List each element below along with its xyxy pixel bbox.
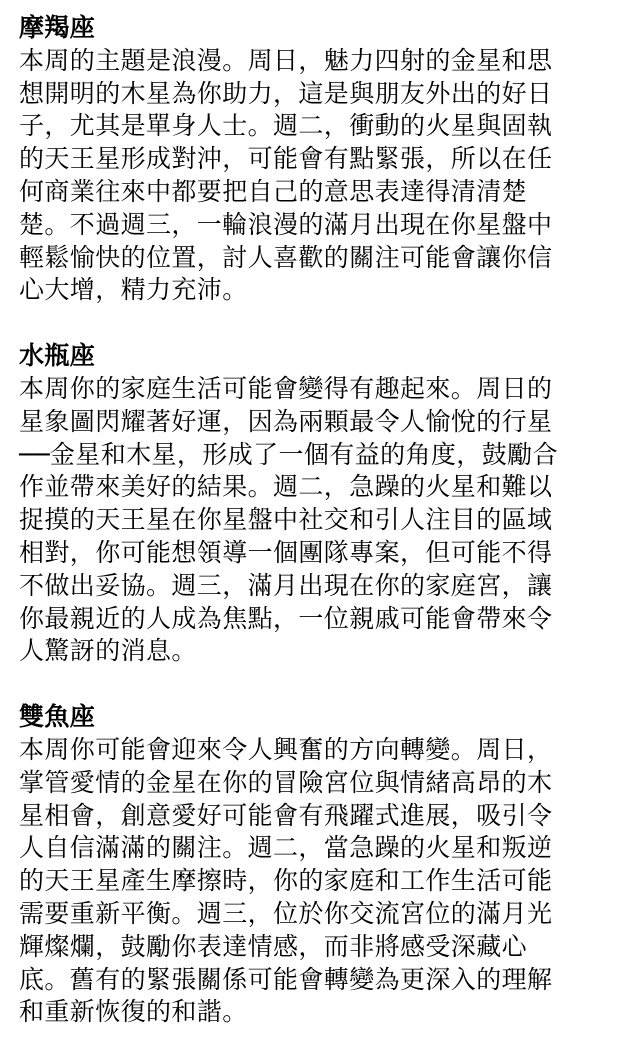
text-line: 子，尤其是單身人士。週二，衝動的火星與固執 (19, 111, 553, 141)
text-line: 想開明的木星為你助力，這是與朋友外出的好日 (19, 78, 553, 108)
text-line: 本周的主題是浪漫。周日，魅力四射的金星和思 (19, 45, 553, 75)
text-line: 捉摸的天王星在你星盤中社交和引人注目的區域 (19, 505, 553, 535)
text-line: 相對，你可能想領導一個團隊專案，但可能不得 (19, 537, 553, 567)
text-line: 作並帶來美好的結果。週二，急躁的火星和難以 (19, 472, 553, 502)
text-line: 何商業往來中都要把自己的意思表達得清清楚 (19, 176, 528, 206)
text-line: 不做出妥協。週三，滿月出現在你的家庭宮，讓 (19, 570, 553, 600)
horoscope-document (19, 12, 614, 1062)
text-line: ──金星和木星，形成了一個有益的角度，鼓勵合 (19, 439, 558, 469)
text-line: 楚。不過週三，一輪浪漫的滿月出現在你星盤中 (19, 209, 553, 239)
section-title: 水瓶座 (19, 341, 96, 371)
section-aquarius (19, 340, 614, 668)
text-line: 輝燦爛，鼓勵你表達情感，而非將感受深藏心 (19, 931, 528, 961)
text-line: 人驚訝的消息。 (19, 636, 197, 666)
text-line: 星象圖閃耀著好運，因為兩顆最令人愉悅的行星 (19, 406, 553, 436)
text-line: 需要重新平衡。週三，位於你交流宮位的滿月光 (19, 898, 553, 928)
text-line: 的天王星形成對沖，可能會有點緊張，所以在任 (19, 144, 553, 174)
text-line: 掌管愛情的金星在你的冒險宮位與情緒高昂的木 (19, 767, 553, 797)
section-title: 雙魚座 (19, 702, 96, 732)
text-line: 你最親近的人成為焦點，一位親戚可能會帶來令 (19, 603, 553, 633)
text-line: 的天王星產生摩擦時，你的家庭和工作生活可能 (19, 866, 553, 896)
text-line: 本周你可能會迎來令人興奮的方向轉變。周日， (19, 734, 553, 764)
text-line: 和重新恢復的和諧。 (19, 997, 248, 1027)
text-line: 人自信滿滿的關注。週二，當急躁的火星和叛逆 (19, 833, 553, 863)
text-line: 本周你的家庭生活可能會變得有趣起來。周日的 (19, 373, 553, 403)
text-line: 星相會，創意愛好可能會有飛躍式進展，吸引令 (19, 800, 553, 830)
section-pisces (19, 701, 614, 1029)
text-line: 底。舊有的緊張關係可能會轉變為更深入的理解 (19, 964, 553, 994)
section-title: 摩羯座 (19, 13, 96, 42)
text-line: 心大增，精力充沛。 (19, 275, 248, 305)
section-capricorn (19, 12, 614, 307)
text-line: 輕鬆愉快的位置，討人喜歡的關注可能會讓你信 (19, 242, 553, 272)
